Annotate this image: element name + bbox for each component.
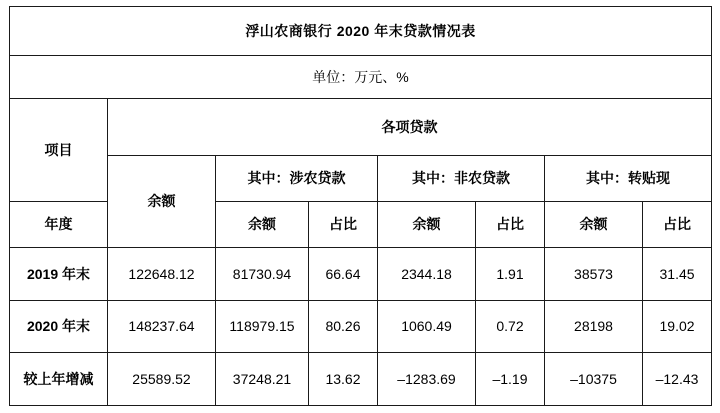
row-label: 2020 年末 (10, 300, 108, 353)
page-title: 浮山农商银行 2020 年末贷款情况表 (10, 7, 712, 56)
cell-nonagri-balance: 2344.18 (378, 248, 476, 301)
header-rediscount-share: 占比 (643, 202, 712, 248)
header-nonagri-share: 占比 (476, 202, 545, 248)
cell-nonagri-balance: –1283.69 (378, 353, 476, 406)
cell-agri-balance: 81730.94 (216, 248, 309, 301)
header-group-rediscount: 其中：转贴现 (545, 156, 712, 202)
cell-rediscount-balance: –10375 (545, 353, 643, 406)
cell-rediscount-share: 31.45 (643, 248, 712, 301)
table-row (10, 248, 712, 301)
header-agri-balance: 余额 (216, 202, 309, 248)
header-nonagri-balance: 余额 (378, 202, 476, 248)
header-year: 年度 (10, 202, 108, 248)
row-label: 2019 年末 (10, 248, 108, 301)
table-row (10, 300, 712, 353)
title-row (10, 7, 712, 56)
cell-rediscount-balance: 38573 (545, 248, 643, 301)
row-label: 较上年增减 (10, 353, 108, 406)
cell-agri-share: 66.64 (309, 248, 378, 301)
cell-agri-balance: 37248.21 (216, 353, 309, 406)
cell-nonagri-share: 0.72 (476, 300, 545, 353)
cell-nonagri-share: –1.19 (476, 353, 545, 406)
unit-note: 单位：万元、% (10, 56, 712, 99)
cell-rediscount-balance: 28198 (545, 300, 643, 353)
header-rediscount-balance: 余额 (545, 202, 643, 248)
loan-summary-table (9, 6, 712, 406)
table-row (10, 353, 712, 406)
cell-nonagri-balance: 1060.49 (378, 300, 476, 353)
header-agri-share: 占比 (309, 202, 378, 248)
cell-total-balance: 25589.52 (108, 353, 216, 406)
cell-total-balance: 148237.64 (108, 300, 216, 353)
cell-nonagri-share: 1.91 (476, 248, 545, 301)
header-total-balance: 余额 (108, 156, 216, 248)
cell-agri-share: 80.26 (309, 300, 378, 353)
header-group-agri: 其中：涉农贷款 (216, 156, 378, 202)
cell-rediscount-share: 19.02 (643, 300, 712, 353)
header-all-loans: 各项贷款 (108, 99, 712, 156)
header-group-nonagri: 其中：非农贷款 (378, 156, 545, 202)
header-item: 项目 (10, 99, 108, 202)
header-row-groups (10, 156, 712, 202)
cell-agri-balance: 118979.15 (216, 300, 309, 353)
unit-row (10, 56, 712, 99)
header-row-item (10, 99, 712, 156)
cell-rediscount-share: –12.43 (643, 353, 712, 406)
cell-total-balance: 122648.12 (108, 248, 216, 301)
cell-agri-share: 13.62 (309, 353, 378, 406)
